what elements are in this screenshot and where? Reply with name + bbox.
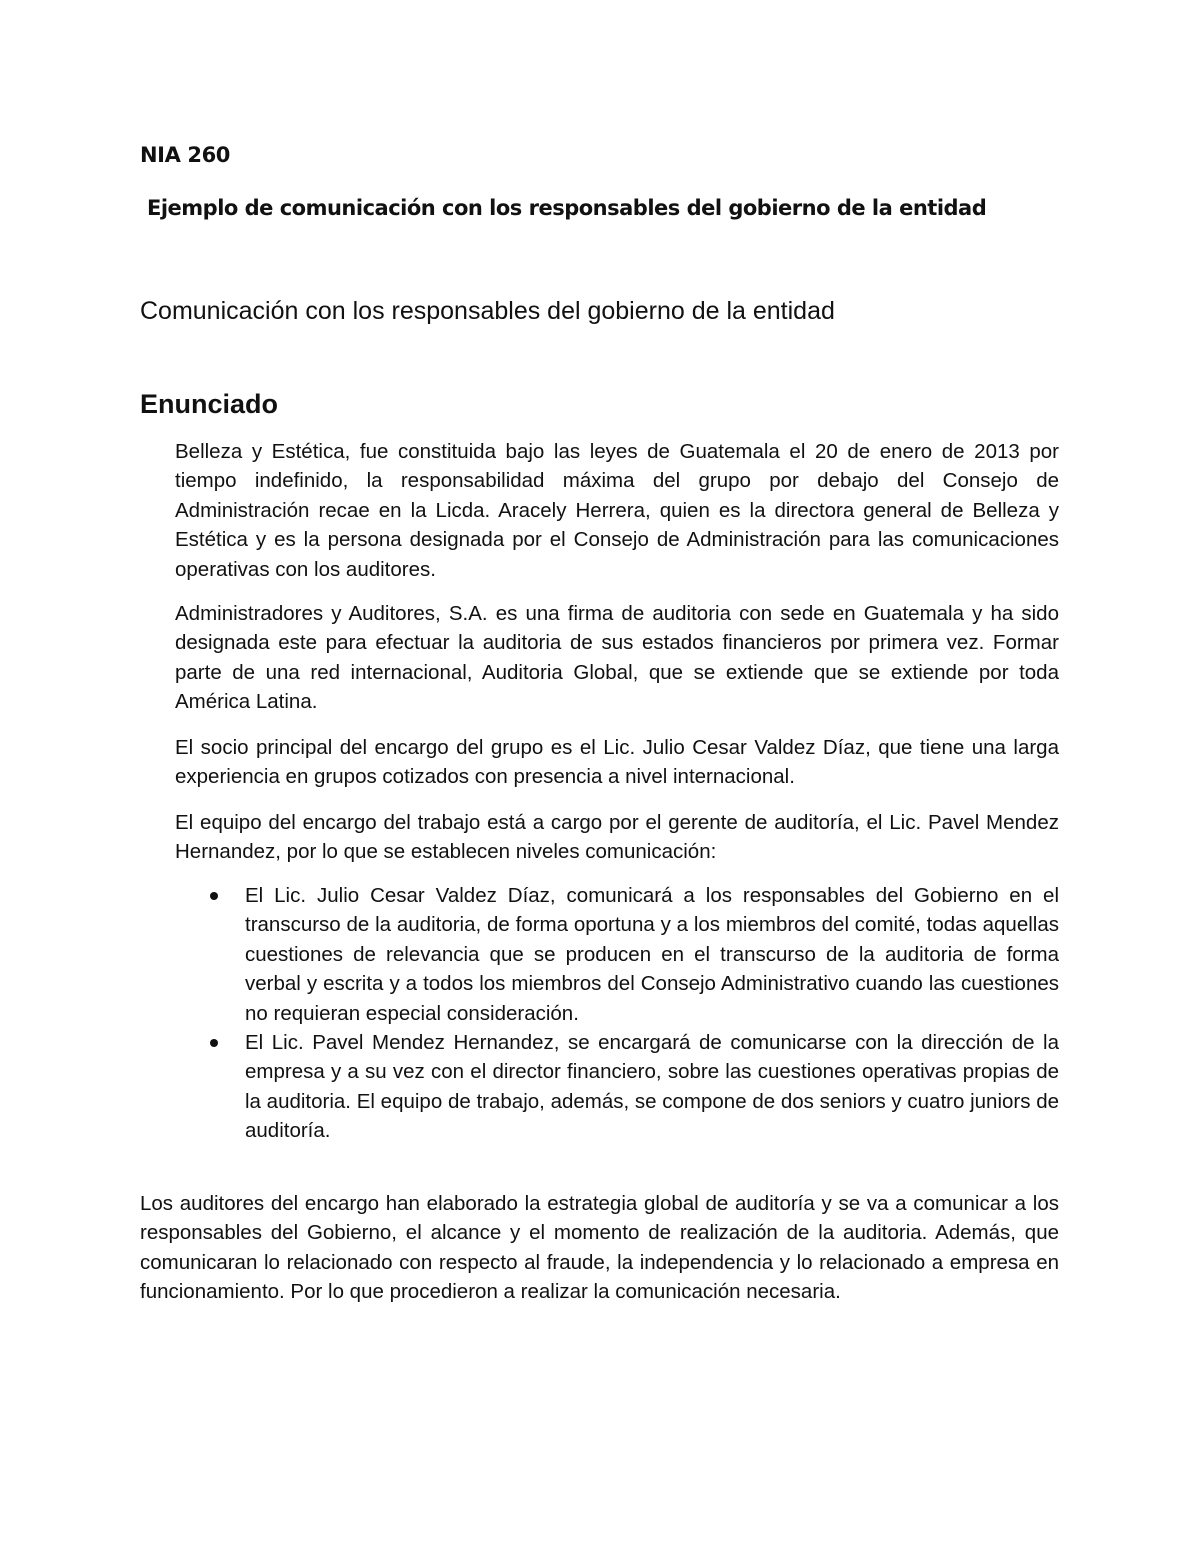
list-item-text: El Lic. Pavel Mendez Hernandez, se encargará de comunicarse con la dirección de la empresa y a su vez con el director financiero, sobre las cuestiones operativas propias de la auditoria. El equipo de trabajo, además, se compone de dos seniors y cuatro juniors de auditoría. <box>245 1031 1059 1143</box>
section-title: Comunicación con los responsables del gobierno de la entidad <box>140 297 835 325</box>
list-item <box>175 1028 1059 1146</box>
paragraph-company-background: Belleza y Estética, fue constituida bajo las leyes de Guatemala el 20 de enero de 2013 por tiempo indefinido, la responsabilidad máxima del grupo por debajo del Consejo de Administración recae en la Licda. Aracely Herrera, quien es la directora general de Belleza y Estética y es la persona designada por el Consejo de Administración para las comunicaciones operativas con los auditores. <box>175 440 1059 581</box>
bullet-icon <box>210 892 218 900</box>
paragraph-audit-strategy: Los auditores del encargo han elaborado la estrategia global de auditoría y se va a comunicar a los responsables del Gobierno, el alcance y el momento de realización de la auditoria. Además, que comunicaran lo relacionado con respecto al fraude, la independencia y lo relacionado a empresa en funcionamiento. Por lo que procedieron a realizar la comunicación necesaria. <box>140 1192 1059 1304</box>
nia-title: NIA 260 <box>140 143 230 167</box>
example-title: Ejemplo de comunicación con los responsables del gobierno de la entidad <box>147 196 987 220</box>
bullet-icon <box>210 1039 218 1047</box>
enunciado-heading: Enunciado <box>140 389 279 419</box>
list-item-text: El Lic. Julio Cesar Valdez Díaz, comunicará a los responsables del Gobierno en el transcurso de la auditoria, de forma oportuna y a los miembros del comité, todas aquellas cuestiones de relevancia que se producen en el transcurso de la auditoria de forma verbal y escrita y a todos los miembros del Consejo Administrativo cuando las cuestiones no requieran especial consideración. <box>245 884 1059 1025</box>
paragraph-audit-team: El equipo del encargo del trabajo está a cargo por el gerente de auditoría, el Lic. Pavel Mendez Hernandez, por lo que se establecen niveles comunicación: <box>175 811 1059 864</box>
communication-levels-list <box>175 881 1059 1146</box>
paragraph-lead-partner: El socio principal del encargo del grupo es el Lic. Julio Cesar Valdez Díaz, que tiene una larga experiencia en grupos cotizados con presencia a nivel internacional. <box>175 736 1059 789</box>
list-item <box>175 881 1059 1028</box>
paragraph-audit-firm: Administradores y Auditores, S.A. es una firma de auditoria con sede en Guatemala y ha sido designada este para efectuar la auditoria de sus estados financieros por primera vez. Formar parte de una red internacional, Auditoria Global, que se extiende que se extiende por toda América Latina. <box>175 602 1059 714</box>
